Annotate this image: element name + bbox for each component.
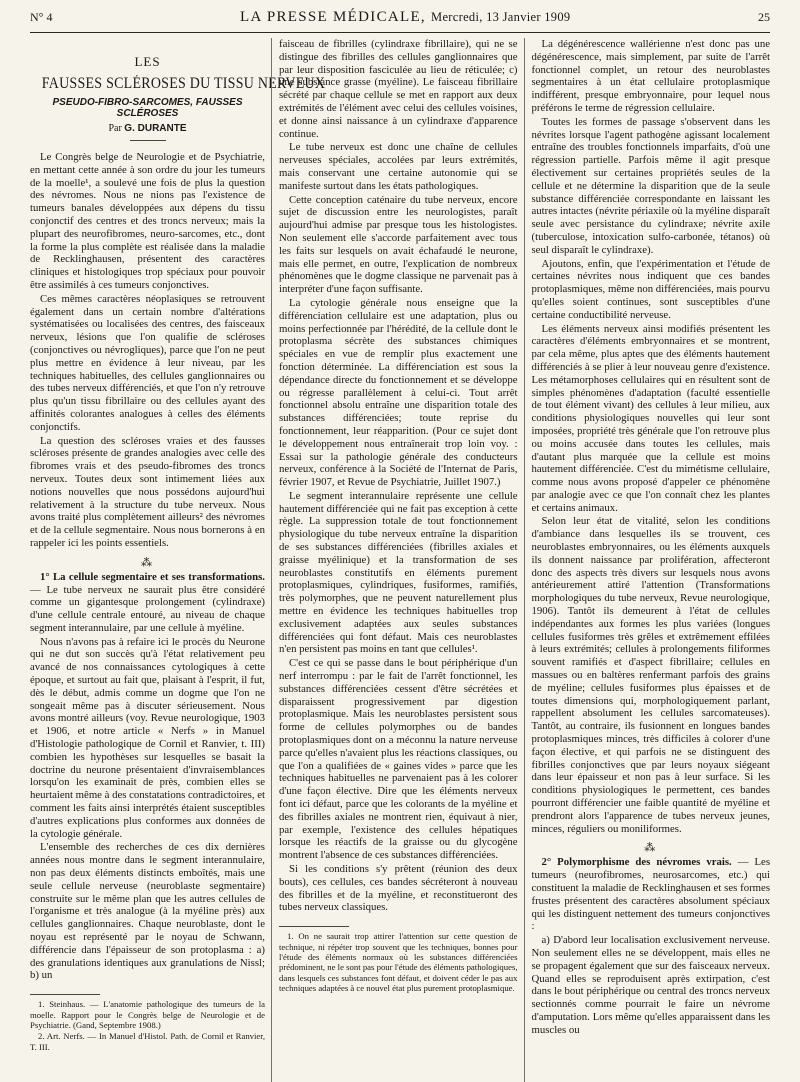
issue-date: Mercredi, 13 Janvier 1909 [431,10,571,24]
paragraph: a) D'abord leur localisation exclusivement nerveuse. Non seulement elles ne se développent, mais elles ne se propagent également que sur des faisceaux nerveux. Quand elles se reproduisent après extirpation, c'est dans le bout périphérique ou central des troncs nerveux sectionnés comme pourrait le faire un névrome d'amputation. Lors même qu'elles apparaissent dans les muscles ou [531,934,770,1036]
paragraph: La dégénérescence wallérienne n'est donc pas une dégénérescence, mais simplement, par suite de l'arrêt fonctionnel complet, un retour des neuroblastes segmentaires à un état cellulaire protoplasmique indifférent, presque embryonnaire, pour lequel nous préférons le terme de régression cellulaire. [531,38,770,114]
byline-prefix: Par [108,123,122,134]
footnote-rule [279,926,349,927]
paragraph: Cette conception caténaire du tube nerveux, encore sujet de discussion entre les neurologistes, paraît aujourd'hui admise par presque tous les histologistes. Non seulement elle s'accorde parfaitement avec tous les faits sur lesquels on avait échafaudé le neurone, mais elle permet, en outre, l'explication de nombreux phénomènes que le dogme classique ne parvenait pas à interpréter d'une façon suffisante. [279,193,518,296]
section-2 [532,856,771,933]
running-head [30,9,770,31]
section-1 [30,571,265,635]
journal-name: LA PRESSE MÉDICALE, [240,9,426,25]
page-label: N° 4 [30,10,53,24]
footnote: 1. On ne saurait trop attirer l'attention sur cette question de technique, ni répéter trop souvent que les techniques, bonnes pour l'étude des éléments normaux où les substances différenciées prédominent, ne le sont pas pour l'étude des éléments pathologiques, dans lesquels ces substances font défaut, et doivent céder le pas aux techniques adaptées à ce nouvel état plus purement protoplasmique. [279,931,518,994]
paragraph: Le segment interannulaire représente une cellule hautement différenciée qui ne fait pas exception à cette règle. La suppression totale de tout fonctionnement physiologique du tube nerveux entraîne la disparition de ses substances différenciées (fibrilles axiales et graisse myélinique) et la transformation de ses neuroblastes constitutifs en éléments purement protoplasmiques, cylindriques, fusiformes, ramifiés, très polymorphes, que ne peuvent naturellement plus mettre en évidence les techniques habituelles trop exclusivement adaptées aux seules substances différenciées qui font défaut. Mais ces neuroblastes n'en persistent pas moins en tant que cellules¹. [279,489,518,656]
journal-heading [240,9,570,26]
section-1-body: — Le tube nerveux ne saurait plus être considéré comme un gigantesque prolongement (cylindraxe) d'une cellule centrale entouré, au niveau de chaque segment interannulaire, par une cellule à myéline. [30,583,265,634]
paragraph: Ajoutons, enfin, que l'expérimentation et l'étude de certaines névrites nous indiquent que ces bandes protoplasmiques, même non différenciées, mais pourvu qu'elles soient continues, sont susceptibles d'une certaine conductibilité nerveuse. [531,257,770,321]
section-2-heading: 2° Polymorphisme des névromes vrais. [541,856,732,869]
paragraph: La question des scléroses vraies et des fausses scléroses présente de grandes analogies avec celle des fibromes vrais et des pseudo-fibromes des troncs nerveux. Toutes deux sont intimement liées aux notions nouvelles que nous possédons aujourd'hui relativement à la structure du tube nerveux. Nous avons traité plus complètement ailleurs² des névromes et de la cellule segmentaire. Nous nous bornerons à en rappeler ici les points essentiels. [30,434,265,549]
header-rule [30,32,770,33]
author-name: G. DURANTE [124,123,187,134]
article-title: FAUSSES SCLÉROSES DU TISSU NERVEUX [41,75,326,92]
paragraph: L'ensemble des recherches de ces dix dernières années nous montre dans le segment interannulaire, non pas deux éléments distincts emboîtés, mais une seule cellule nerveuse (neuroblaste segmentaire) construite sur le même plan que les autres cellules de l'organisme et très analogue (à la myéline près) aux cellules ganglionnaires. Chaque neuroblaste, dont le noyau est représenté par le noyau de Schwann, différencie dans l'épaisseur de son protoplasma : a) des granulations identiques aux granulations de Nissl; b) un [30,841,265,982]
paragraph: Selon leur état de vitalité, selon les conditions d'ambiance dans lesquelles ils se trouvent, ces neuroblastes embryonnaires, ou les éléments auxquels ils donnent naissance par prolifération, affecteront donc des aspects très divers sur lesquels nous avons antérieurement attiré l'attention (Transformations morphologiques du tube nerveux, Revue neurologique, 1906). Tantôt ils demeurent à l'état de cellules indépendantes aux formes les plus variées (longues cellules fusiformes très grêles et extrêmement effilées à leurs extrémités; cellules à prolongements filiformes souvent ramifiés et d'aspect fibrillaire; cellules en massues ou en baltères renfermant parfois des grains de myéline; cellules fusiformes plus épaisses et de toutes dimensions qui, morphologiquement parlant, rappellent absolument les cellules sarcomateuses). Tantôt, au contraire, ils fusionnent en longues bandes protoplasmiques minces, très difficiles à colorer d'une façon élective, et qui parfois ne se distinguent des fibrilles conjonctives que par leurs noyaux siégeant dans leur épaisseur et non pas à leur surface. Si les conditions physiologiques le permettent, ces bandes pourront différencier une faible quantité de myéline et prendront alors l'apparence de tubes nerveux jeunes, minces, réguliers ou moniliformes. [531,515,770,835]
paragraph: C'est ce qui se passe dans le bout périphérique d'un nerf interrompu : par le fait de l'arrêt fonctionnel, les substances différenciées cessent d'être sécrétées et disparaissent progressivement par digestion protoplasmique. Mais les neuroblastes persistent sous forme de cellules polymorphes ou de bandes protoplasmiques dont on a méconnu la nature nerveuse parce qu'elles n'avaient plus les réactions classiques, ou que l'on a qualifiées de « gaines vides » parce que les techniques habituelles ne parvenaient pas à les colorer d'une façon élective. Dire que les éléments nerveux font ici défaut, parce que les colorants de la myéline et des fibrilles axiales ne montrent rien, équivaut à nier, par exemple, l'existence des cellules hépatiques lorsque les réactifs de la graisse ou du glycogène montrent l'absence de ces substances différenciées. [279,657,518,862]
paragraph: La cytologie générale nous enseigne que la différenciation cellulaire est une adaptation, plus ou moins perfectionnée par l'hérédité, de la cellule dont le protoplasma sécrète des substances chimiques spéciales en vue de remplir plus exactement une fonction déterminée. La différenciation est sous la dépendance directe du fonctionnement et se développe ou régresse parallèlement à celui-ci. Tout arrêt fonctionnel absolu entraîne une disparition totale des substances différenciées; toute reprise du fonctionnement, leur réapparition. (Pour ce sujet dont le développement nous entraînerait trop loin voy. : Essai sur la pathologie générale des conducteurs nerveux, conférence à la Société de l'Internat de Paris, février 1907, et Revue de Psychiatrie, Juillet 1907.) [279,296,518,489]
page-number: 25 [758,10,770,24]
paragraph: Ces mêmes caractères néoplasiques se retrouvent également dans un certain nombre d'altérations systématisées ou localisées des centres, des faisceaux nerveux, lésions que l'on qualifie de scléroses (conjonctives ou névrogliques), parce que l'on ne peut plus mettre en évidence à leur niveau, par les techniques habituelles, des cellules ganglionnaires ou des tubes nerveux différenciés, et que l'on n'y retrouve plus qu'un tissu fibrillaire ou des cellules ayant des affinités colorantes analogues à celles des éléments conjonctifs. [30,292,265,433]
paragraph: Toutes les formes de passage s'observent dans les névrites lorsque l'agent pathogène agissant localement entraîne des troubles fonctionnels imparfaits, d'où une régression partielle. Parfois même il agit presque électivement sur certaines propriétés seules de la cellule et ne détermine la disparition que de la seule substance différenciée correspondante en laissant les autres intactes (névrite périaxile où la myéline disparaît seule avec persistance du cylindraxe; névrite axile (tuberculose, intoxication sulfo-carbonée, tétanos) où seul disparaît le cylindraxe). [531,115,770,256]
asterism: ⁂ [141,556,154,569]
paragraph: Si les conditions s'y prêtent (réunion des deux bouts), ces cellules, ces bandes sécréteront à nouveau des fibrilles et de la myéline, et reconstitueront des tubes nerveux classiques. [279,863,518,914]
column-2 [279,38,518,1082]
article-subtitle: PSEUDO-FIBRO-SARCOMES, FAUSSES SCLÉROSES [52,97,243,119]
column-3 [532,38,771,1082]
paragraph: Nous n'avons pas à refaire ici le procès du Neurone qui ne dut son succès qu'à l'état relativement peu avancé de nos connaissances cytologiques à cette époque, et surtout au fait que, plaisant à l'esprit, il fut, dès le début, admis comme un dogme que l'on ne songeait même pas à discuter sérieusement. Nous avons montré ailleurs (voy. Revue neurologique, 1903 et 1906, et notre article « Nerfs » in Manuel d'Histologie pathologique de Cornil et Ranvier, t. III) combien les hypothèses sur lesquelles se basait la doctrine du neurone présentaient d'invraisemblances lorsqu'on les examinait de près, combien elles se heurtaient même à des constatations contradictoires, et comment les faits ainsi interprétés étaient susceptibles d'autres explications plus conformes aux données de la cytologie générale. [30,635,265,840]
footnote: 2. Art. Nerfs. — In Manuel d'Histol. Path. de Cornil et Ranvier, T. III. [30,1031,265,1052]
article-kicker: LES [134,54,161,69]
article-columns [30,38,770,1082]
section-2-body: — Les tumeurs (neurofibromes, neurosarcomes, etc.) qui constituent la maladie de Recklinghausen et ses formes frustes présentent des caractères absolument spéciaux qui les distinguent nettement des tumeurs conjonctives : [531,856,771,933]
paragraph: Le Congrès belge de Neurologie et de Psychiatrie, en mettant cette année à son ordre du jour les tumeurs de la moelle¹, a soulevé une fois de plus la question des névromes. Nous ne nions pas l'existence de tumeurs banales développées aux dépens du tissu conjonctif des centres et des troncs nerveux; mais la plupart des neurofibromes, neuro-sarcomes, etc., dont la forme la plus complète est réalisée dans la maladie de Recklinghausen, présentent des caractères cliniques et histologiques trop spéciaux pour pouvoir être assimilés à ces tumeurs conjonctives. [30,151,265,291]
footnote-rule [30,994,100,995]
section-1-heading: 1° La cellule segmentaire et ses transformations. [40,570,265,583]
column-1 [30,38,326,1082]
footnote: 1. Steinhaus. — L'anatomie pathologique des tumeurs de la moelle. Rapport pour le Congrès belge de Neurologie et de Psychiatrie. (Gand, Septembre 1908.) [30,999,265,1031]
paragraph: Les éléments nerveux ainsi modifiés présentent les caractères d'éléments embryonnaires et se montrent, par cela même, plus aptes que des éléments hautement différenciés à se plier à leur nouveau genre d'existence. Les métamorphoses cellulaires qui en résultent sont de simples phénomènes d'adaptation (faculté essentielle de tout élément vivant) des cellules à leur milieu, aux conditions physiologiques nouvelles qui leur sont imposées, propriété très générale que l'on retrouve plus ou moins accusée dans toutes les cellules, mais d'autant plus marquée que la cellule est moins hautement différenciée. C'est du mimétisme cellulaire, comme nous avons proposé d'appeler ce phénomène par analogie avec ce que l'on connaît chez les plantes et certains animaux. [531,322,770,514]
article-byline [30,123,265,134]
asterism: ⁂ [644,842,658,855]
paragraph: Le tube nerveux est donc une chaîne de cellules nerveuses spéciales, accolées par leurs extrémités, mais conservant une certaine autonomie qui se manifeste surtout dans les états pathologiques. [279,141,518,192]
paragraph: faisceau de fibrilles (cylindraxe fibrillaire), qui ne se distingue des fibrilles des cellules ganglionnaires que par leur disposition fasciculée au lieu de réticulée; c) une substance grasse (myéline). Le faisceau fibrillaire sécrété par chaque cellule se met en rapport aux deux extrémités de l'élément avec celui des cellules voisines, et donne ainsi naissance à un cylindraxe d'apparence continue. [279,38,518,140]
title-rule [130,140,166,141]
